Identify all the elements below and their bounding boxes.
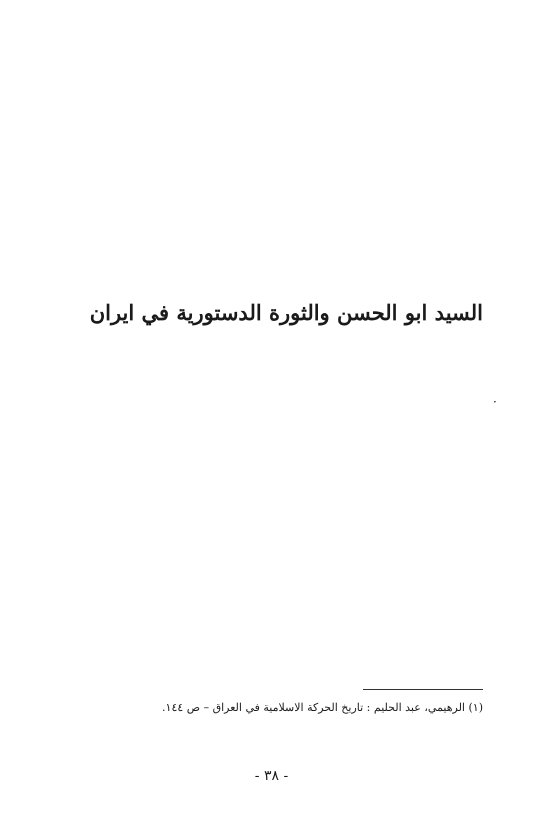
footnote-divider [363, 689, 483, 690]
margin-mark: · [493, 395, 497, 409]
page-number: - ٣٨ - [254, 768, 289, 784]
footnote: (١) الرهيمي، عبد الحليم : تاريخ الحركة الاسلامية في العراق – ص ١٤٤. [162, 701, 483, 714]
section-heading: السيد ابو الحسن والثورة الدستورية في ايران [89, 300, 483, 325]
